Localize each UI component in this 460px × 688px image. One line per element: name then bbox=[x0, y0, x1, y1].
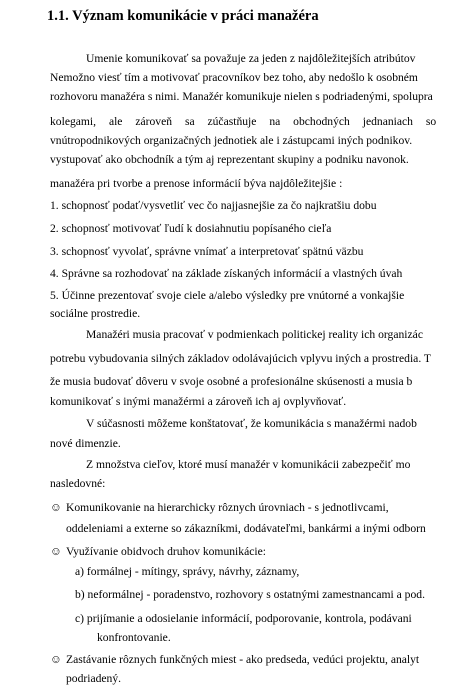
sub-list-item: a) formálnej - mítingy, správy, návrhy, záznamy, bbox=[75, 565, 300, 578]
paragraph-line: vystupovať ako obchodník a tým aj reprezentant skupiny a podniku navonok. bbox=[50, 153, 409, 166]
bullet-item-continuation: oddeleniami a externe so zákazníkmi, dodávateľmi, bankármi a inými odborn bbox=[66, 522, 426, 535]
sub-list-item-continuation: konfrontovanie. bbox=[97, 631, 171, 644]
paragraph-line: potrebu vybudovania silných základov odolávajúcich vplyvu iných a prostredia. T bbox=[50, 352, 431, 365]
paragraph-line: Nemožno viesť tím a motivovať pracovníkov bez toho, aby nedošlo k osobném bbox=[50, 71, 418, 84]
paragraph-line: vnútropodnikových organizačných jednotiek ale i zástupcami iných podnikov. bbox=[50, 134, 413, 147]
paragraph-line: nasledovné: bbox=[50, 477, 106, 490]
paragraph-line: že musia budovať dôveru v svoje osobné a profesionálne skúsenosti a musia b bbox=[50, 375, 413, 388]
paragraph-line: Umenie komunikovať sa považuje za jeden z najdôležitejších atribútov bbox=[86, 52, 416, 65]
smiley-bullet-icon: ☺ bbox=[50, 501, 62, 514]
bullet-item: Komunikovanie na hierarchicky rôznych úrovniach - s jednotlivcami, bbox=[66, 501, 389, 514]
paragraph-line: komunikovať s inými manažérmi a zároveň ich aj ovplyvňovať. bbox=[50, 395, 347, 408]
paragraph-line: manažéra pri tvorbe a prenose informácií býva najdôležitejšie : bbox=[50, 177, 343, 190]
paragraph-line: Z množstva cieľov, ktoré musí manažér v komunikácii zabezpečiť mo bbox=[86, 458, 411, 471]
bullet-item-continuation: podriadený. bbox=[66, 672, 122, 685]
sub-list-item: b) neformálnej - poradenstvo, rozhovory s ostatnými zamestnancami a pod. bbox=[75, 588, 425, 601]
bullet-item: Zastávanie rôznych funkčných miest - ako predseda, vedúci projektu, analyt bbox=[66, 653, 420, 666]
paragraph-line: V súčasnosti môžeme konštatovať, že komunikácia s manažérmi nadob bbox=[86, 417, 417, 430]
list-item: 2. schopnosť motivovať ľudí k dosiahnutiu popísaného cieľa bbox=[50, 222, 332, 235]
paragraph-line: rozhovoru manažéra s nimi. Manažér komunikuje nielen s podriadenými, spolupra bbox=[50, 90, 433, 103]
list-item-continuation: sociálne prostredie. bbox=[50, 307, 141, 320]
sub-list-item: c) prijímanie a odosielanie informácií, podporovanie, kontrola, podávani bbox=[75, 612, 412, 625]
paragraph-line: kolegami, ale zároveň sa zúčastňuje na obchodných jednaniach so bbox=[50, 115, 437, 128]
smiley-bullet-icon: ☺ bbox=[50, 653, 62, 666]
bullet-item: Využívanie obidvoch druhov komunikácie: bbox=[66, 545, 266, 558]
section-heading: 1.1. Význam komunikácie v práci manažéra bbox=[47, 8, 319, 24]
paragraph-line: Manažéri musia pracovať v podmienkach politickej reality ich organizác bbox=[86, 328, 423, 341]
list-item: 3. schopnosť vyvolať, správne vnímať a interpretovať spätnú väzbu bbox=[50, 245, 364, 258]
list-item: 4. Správne sa rozhodovať na základe získaných informácií a vlastných úvah bbox=[50, 267, 403, 280]
list-item: 5. Účinne prezentovať svoje ciele a/alebo výsledky pre vnútorné a vonkajšie bbox=[50, 289, 405, 302]
smiley-bullet-icon: ☺ bbox=[50, 545, 62, 558]
list-item: 1. schopnosť podať/vysvetliť vec čo najjasnejšie za čo najkratšiu dobu bbox=[50, 199, 377, 212]
paragraph-line: nové dimenzie. bbox=[50, 437, 121, 450]
